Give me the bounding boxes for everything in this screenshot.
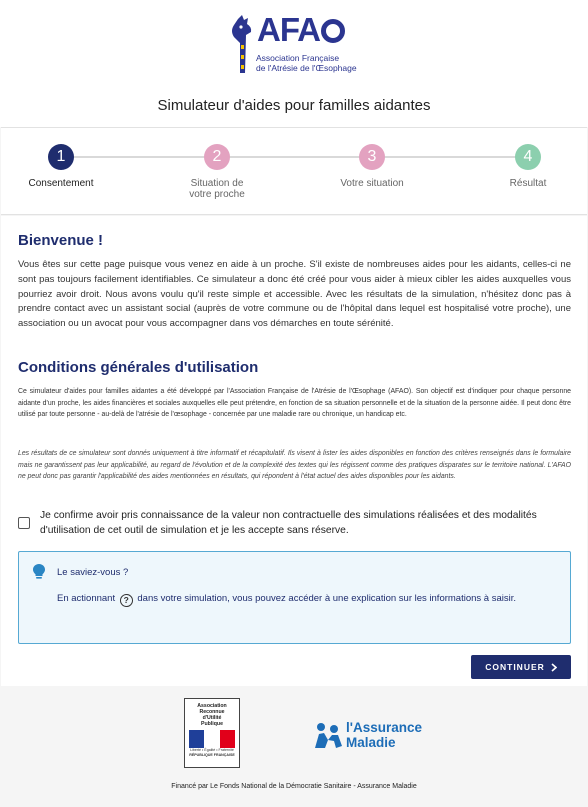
- stepper: [1, 127, 587, 215]
- logo-name: AFA: [257, 11, 345, 49]
- header: [0, 0, 588, 127]
- step-label: Consentement: [28, 178, 94, 189]
- step-consentement[interactable]: [11, 144, 111, 189]
- help-icon: ?: [120, 594, 133, 607]
- assurance-maladie-text: [346, 720, 422, 750]
- step-number-circle: 1: [48, 144, 74, 170]
- step-number-circle: 4: [515, 144, 541, 170]
- marianne-logo: [184, 698, 240, 768]
- giraffe-logo-icon: [224, 15, 260, 75]
- step-resultat[interactable]: [478, 144, 578, 189]
- logo-subtitle-2: de l'Atrésie de l'Œsophage: [256, 63, 357, 73]
- marianne-motto: Liberté • Égalité • Fraternité: [190, 748, 234, 752]
- assurance-maladie-figures-icon: [311, 718, 345, 752]
- marianne-line-4: Publique: [201, 721, 223, 727]
- marianne-line-3: d'Utilité: [202, 715, 222, 721]
- ameli-line-2: Maladie: [346, 735, 396, 750]
- tip-box: [18, 551, 571, 644]
- step-label: Votre situation: [340, 178, 404, 189]
- footer: [0, 688, 588, 807]
- main-content: [1, 216, 587, 686]
- marianne-line-2: Reconnue: [199, 709, 225, 715]
- step-situation-proche[interactable]: [167, 144, 267, 200]
- continue-button[interactable]: [471, 655, 571, 679]
- tip-title: Le saviez-vous ?: [57, 567, 129, 578]
- marianne-line-1: Association: [197, 703, 227, 709]
- stepper-line: [61, 156, 530, 158]
- tip-text: [57, 591, 557, 607]
- assurance-maladie-logo: [311, 718, 441, 758]
- lightbulb-icon: [33, 564, 45, 580]
- cgu-title: Conditions générales d'utilisation: [18, 359, 259, 376]
- consent-label: Je confirme avoir pris connaissance de la valeur non contractuelle des simulations réalisées et des modalités d'utilisation de cet outil de simulation et je les accepte sans réserve.: [40, 510, 537, 536]
- chevron-right-icon: [551, 663, 557, 672]
- welcome-text: Vous êtes sur cette page puisque vous venez en aide à un proche. S'il existe de nombreuses aides pour les aidants, celles-ci ne sont pas toujours facilement identifiables. Ce simulateur a donc été créé pour vous aider à mieux cibler les aides auxquelles vous pourriez avoir droit. Nous avons voulu qu'il reste simple et accessible. Avec les résultats de la simulation, n'hésitez donc pas à prendre contact avec un assistant social (auprès de votre commune ou de l'hôpital dans lequel est hospitalisé votre proche), une association ou un avocat pour vous accompagner dans vos démarches en toute sérénité.: [18, 259, 571, 330]
- consent-checkbox[interactable]: [18, 517, 30, 529]
- cgu-disclaimer: Les résultats de ce simulateur sont donnés uniquement à titre informatif et récapitulatif. Ils visent à lister les aides disponibles en fonction des critères renseignés dans le formulaire mais ne garantissent pas leur applicabilité, au regard de l'évolution et de la complexité des textes qui les régissent comme des pratiques disparates sur le territoire national. L'AFAO ne peut donc pas garantir l'applicabilité des aides mentionnées en résultats, qui répondent à l'état actuel des aides disponibles pour les aidants.: [18, 450, 571, 480]
- step-votre-situation[interactable]: [322, 144, 422, 189]
- afao-logo: [224, 11, 364, 77]
- step-number-circle: 3: [359, 144, 385, 170]
- logo-o-icon: [321, 19, 345, 43]
- ameli-line-1: l'Assurance: [346, 720, 422, 735]
- marianne-republic: RÉPUBLIQUE FRANÇAISE: [189, 753, 235, 757]
- funding-notice: Financé par Le Fonds National de la Démocratie Sanitaire - Assurance Maladie: [171, 783, 417, 790]
- continue-label: CONTINUER: [485, 662, 545, 672]
- step-label: Situation de votre proche: [189, 178, 245, 200]
- page-title: Simulateur d'aides pour familles aidantes: [157, 97, 431, 114]
- step-number-circle: 2: [204, 144, 230, 170]
- consent-checkbox-row[interactable]: [18, 508, 571, 538]
- welcome-title: Bienvenue !: [18, 232, 104, 249]
- logo-subtitle-1: Association Française: [256, 53, 340, 63]
- tip-text-before: En actionnant: [57, 593, 116, 604]
- cgu-text: Ce simulateur d'aides pour familles aidantes a été développé par l'Association Française de l'Atrésie de l'Œsophage (AFAO). Son objectif est d'indiquer pour chaque personne aidante d'un proche, les aides financières et sociales auxquelles elle peut prétendre, en fonction de sa situation personnelle et de la situation de la personne aidée. Il peut donc être utilisé par toute personne - au-delà de l'atrésie de l'œsophage - concernée par une maladie rare ou chronique, un handicap etc.: [18, 388, 571, 418]
- tip-text-after: dans votre simulation, vous pouvez accéder à une explication sur les informations à saisir.: [137, 593, 517, 604]
- french-flag-icon: [189, 730, 235, 748]
- step-label: Résultat: [509, 178, 547, 189]
